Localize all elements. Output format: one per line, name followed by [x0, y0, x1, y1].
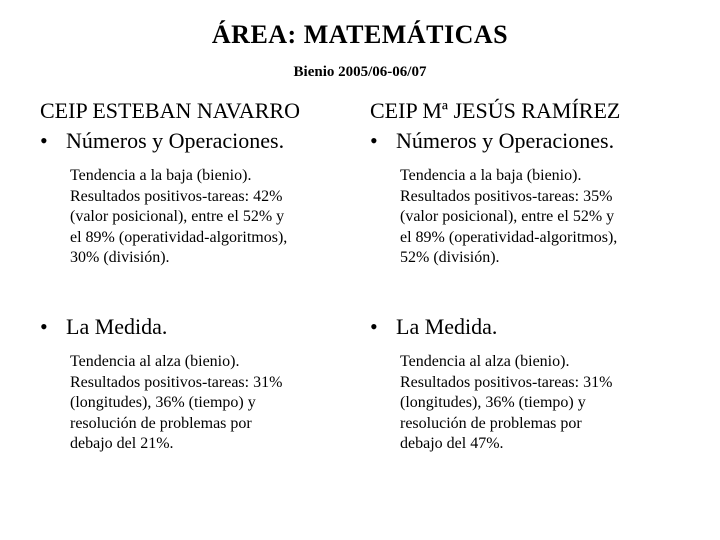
school-name: CEIP ESTEBAN NAVARRO	[40, 98, 300, 123]
bullet-icon: •	[40, 128, 48, 153]
school-column-right-section-2	[370, 312, 690, 455]
section-heading	[370, 126, 690, 156]
section-heading-text: Números y Operaciones.	[66, 128, 285, 153]
school-column-right	[370, 96, 690, 269]
bullet-icon: •	[370, 128, 378, 153]
section-detail: Tendencia al alza (bienio). Resultados positivos-tareas: 31% (longitudes), 36% (tiempo) y resolución de problemas por debajo del 47%.	[400, 353, 613, 452]
page-subtitle: Bienio 2005/06-06/07	[293, 64, 427, 80]
section-heading	[370, 312, 690, 342]
school-column-left	[40, 96, 360, 269]
section-detail: Tendencia a la baja (bienio). Resultados positivos-tareas: 35% (valor posicional), entre el 52% y el 89% (operatividad-algoritmos), 52% (división).	[400, 167, 618, 266]
section-heading-text: La Medida.	[66, 314, 168, 339]
section-heading	[40, 312, 360, 342]
section-heading	[40, 126, 360, 156]
page-title: ÁREA: MATEMÁTICAS	[211, 20, 509, 49]
school-name: CEIP Mª JESÚS RAMÍREZ	[370, 98, 621, 123]
school-column-left-section-2	[40, 312, 360, 455]
section-detail: Tendencia a la baja (bienio). Resultados positivos-tareas: 42% (valor posicional), entre el 52% y el 89% (operatividad-algoritmos), 30% (división).	[70, 167, 288, 266]
bullet-icon: •	[40, 314, 48, 339]
section-heading-text: La Medida.	[396, 314, 498, 339]
section-heading-text: Números y Operaciones.	[396, 128, 615, 153]
bullet-icon: •	[370, 314, 378, 339]
section-detail: Tendencia al alza (bienio). Resultados positivos-tareas: 31% (longitudes), 36% (tiempo) y resolución de problemas por debajo del 21%.	[70, 353, 283, 452]
